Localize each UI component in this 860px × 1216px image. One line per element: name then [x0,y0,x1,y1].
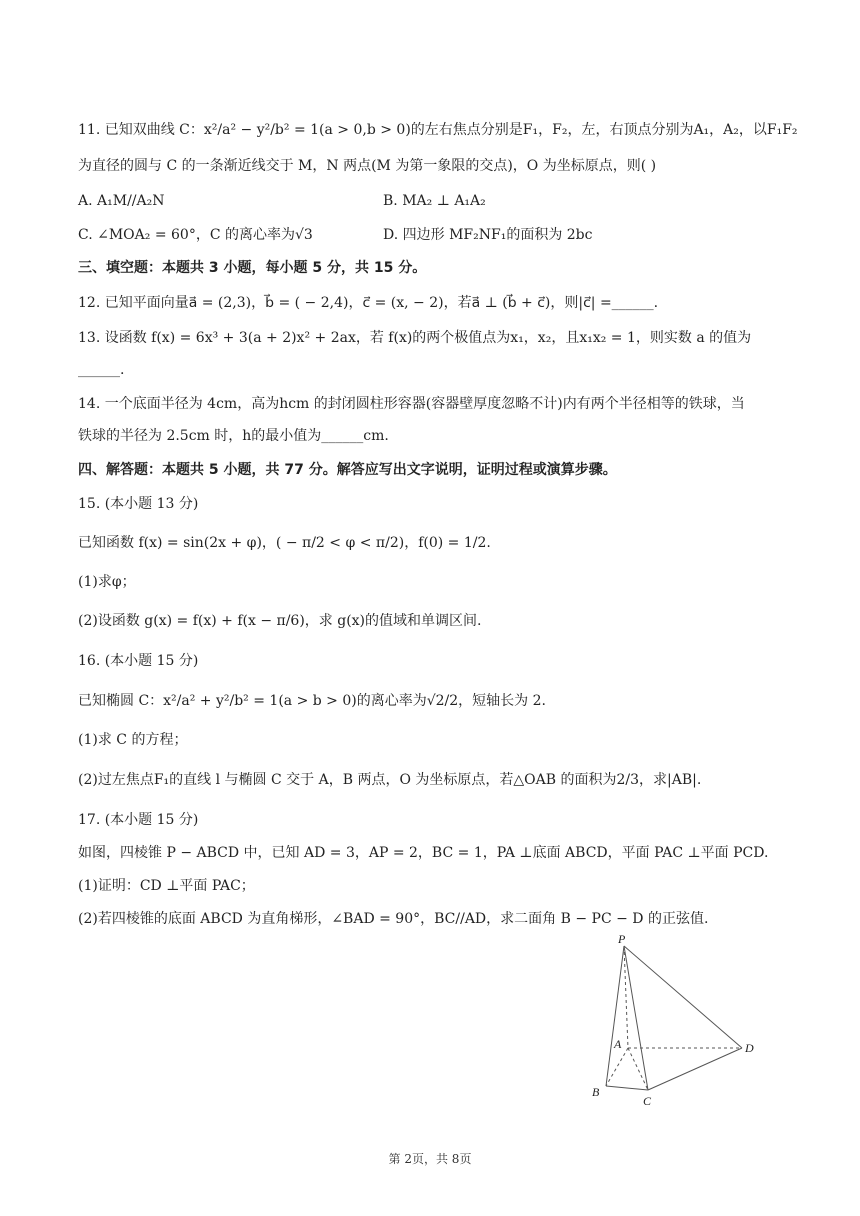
q16-header: 16. (本小题 15 分) [78,653,199,669]
label-c: C [643,1094,652,1108]
q12-text: 12. 已知平面向量a⃗ = (2,3)，b⃗ = ( − 2,4)，c⃗ = (x, − 2)，若a⃗ ⊥ (b⃗ + c⃗)，则|c⃗| =______. [78,295,659,311]
edge-bc [606,1086,648,1090]
pyramid-figure [580,930,770,1110]
q11-option-b: B. MA₂ ⊥ A₁A₂ [383,193,486,209]
q15-part1: (1)求φ； [78,574,136,590]
edge-pb [606,946,624,1086]
edge-pc [624,946,648,1090]
label-b: B [592,1085,600,1099]
q11-option-a: A. A₁M//A₂N [78,193,165,209]
label-d: D [745,1041,754,1055]
q16-part2: (2)过左焦点F₁的直线 l 与椭圆 C 交于 A，B 两点，O 为坐标原点，若△OAB 的面积为2/3，求|AB|. [78,772,702,788]
q15-stem: 已知函数 f(x) = sin(2x + φ)，( − π/2 < φ < π/2)，f(0) = 1/2. [78,535,491,551]
q11-line1: 11. 已知双曲线 C：x²/a² − y²/b² = 1(a > 0,b > 0)的左右焦点分别是F₁，F₂，左，右顶点分别为A₁，A₂，以F₁F₂ [78,122,798,138]
q15-part2: (2)设函数 g(x) = f(x) + f(x − π/6)，求 g(x)的值域和单调区间. [78,613,482,629]
q13-line1: 13. 设函数 f(x) = 6x³ + 3(a + 2)x² + 2ax，若 f(x)的两个极值点为x₁，x₂，且x₁x₂ = 1，则实数 a 的值为 [78,330,752,346]
label-a: A [614,1037,622,1051]
q11-line2: 为直径的圆与 C 的一条渐近线交于 M，N 两点(M 为第一象限的交点)，O 为坐标原点，则( ) [78,158,657,174]
q13-line2: ______. [78,362,125,378]
q14-line1: 14. 一个底面半径为 4cm，高为hcm 的封闭圆柱形容器(容器壁厚度忽略不计)内有两个半径相等的铁球，当 [78,396,745,412]
q17-header: 17. (本小题 15 分) [78,812,199,828]
q11-option-c: C. ∠MOA₂ = 60°，C 的离心率为√3 [78,227,313,243]
q14-line2: 铁球的半径为 2.5cm 时，h的最小值为______cm. [78,428,389,444]
q17-part2: (2)若四棱锥的底面 ABCD 为直角梯形，∠BAD = 90°，BC//AD，求二面角 B − PC − D 的正弦值. [78,911,709,927]
section-fill-in-heading: 三、填空题：本题共 3 小题，每小题 5 分，共 15 分。 [78,260,427,276]
q16-part1: (1)求 C 的方程； [78,732,188,748]
section-answer-heading: 四、解答题：本题共 5 小题，共 77 分。解答应写出文字说明，证明过程或演算步骤。 [78,462,617,478]
edge-cd [648,1048,742,1090]
edge-pa-hidden [624,946,628,1048]
q15-header: 15. (本小题 13 分) [78,496,199,512]
edge-pd [624,946,742,1048]
page-footer: 第 2页，共 8页 [388,1152,472,1166]
label-p: P [618,932,626,946]
q16-stem: 已知椭圆 C：x²/a² + y²/b² = 1(a > b > 0)的离心率为√2/2，短轴长为 2. [78,693,546,709]
q17-part1: (1)证明：CD ⊥平面 PAC； [78,878,255,894]
q17-stem: 如图，四棱锥 P − ABCD 中，已知 AD = 3，AP = 2，BC = 1，PA ⊥底面 ABCD，平面 PAC ⊥平面 PCD. [78,845,769,861]
q11-option-d: D. 四边形 MF₂NF₁的面积为 2bc [383,227,593,243]
edge-ab-hidden [606,1048,628,1086]
